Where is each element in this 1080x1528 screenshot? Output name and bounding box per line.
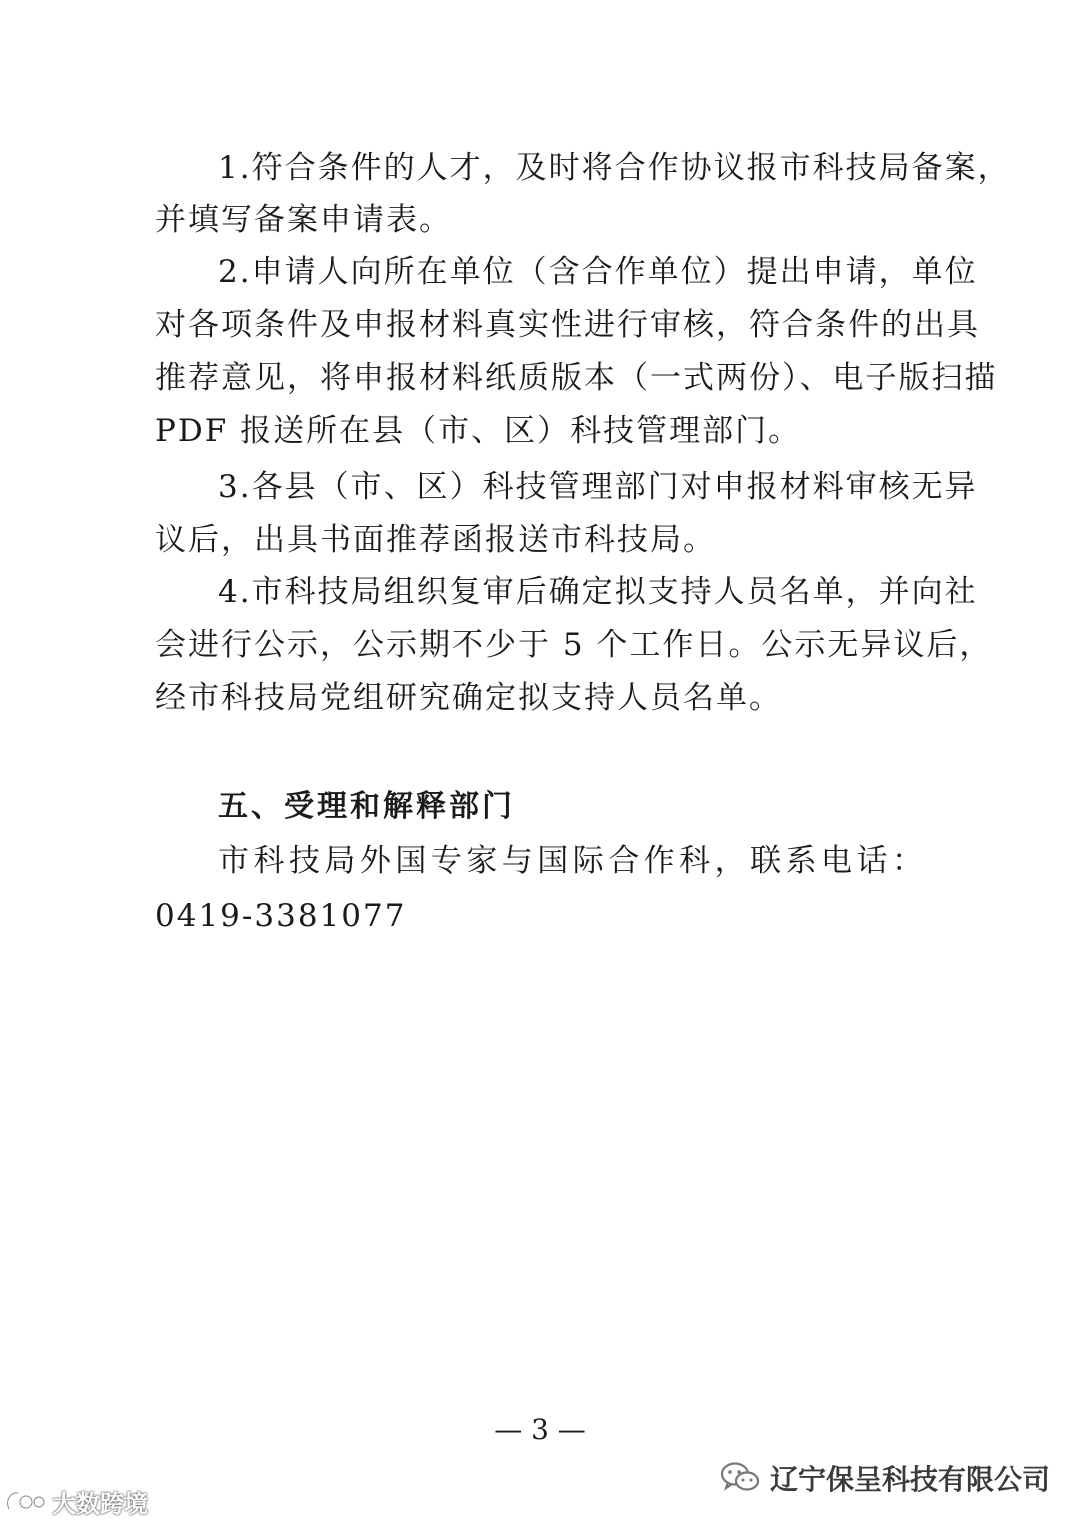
paragraph-2-line-3: 推荐意见，将申报材料纸质版本（一式两份）、电子版扫描 bbox=[155, 360, 998, 396]
brand-watermark-text: 大数跨境 bbox=[52, 1490, 148, 1518]
paragraph-2-line-2: 对各项条件及申报材料真实性进行审核，符合条件的出具 bbox=[155, 307, 980, 343]
paragraph-4-line-2: 会进行公示，公示期不少于 5 个工作日。公示无异议后， bbox=[155, 627, 993, 663]
paragraph-1-line-2: 并填写备案申请表。 bbox=[155, 202, 452, 238]
section-line-1: 市科技局外国专家与国际合作科，联系电话： bbox=[218, 843, 925, 879]
page-number: — 3 — bbox=[494, 1413, 586, 1446]
brand-watermark bbox=[4, 1484, 148, 1519]
paragraph-2-line-1: 2.申请人向所在单位（含合作单位）提出申请，单位 bbox=[218, 254, 978, 290]
paragraph-3-line-2: 议后，出具书面推荐函报送市科技局。 bbox=[155, 522, 716, 558]
paragraph-4-line-1: 4.市科技局组织复审后确定拟支持人员名单，并向社 bbox=[218, 574, 978, 610]
wechat-watermark bbox=[720, 1458, 1050, 1498]
section-phone-number: 0419-3381077 bbox=[155, 898, 407, 934]
paragraph-2-line-4: PDF 报送所在县（市、区）科技管理部门。 bbox=[155, 413, 802, 449]
paragraph-1-line-1: 1.符合条件的人才，及时将合作协议报市科技局备案， bbox=[218, 150, 1011, 186]
paragraph-3-line-1: 3.各县（市、区）科技管理部门对申报材料审核无异 bbox=[218, 469, 978, 505]
wechat-account-name: 辽宁保呈科技有限公司 bbox=[769, 1463, 1050, 1496]
section-heading: 五、受理和解释部门 bbox=[218, 789, 515, 824]
wechat-icon bbox=[720, 1461, 760, 1495]
brand-logo-icon bbox=[4, 1489, 46, 1515]
paragraph-4-line-3: 经市科技局党组研究确定拟支持人员名单。 bbox=[155, 680, 782, 716]
